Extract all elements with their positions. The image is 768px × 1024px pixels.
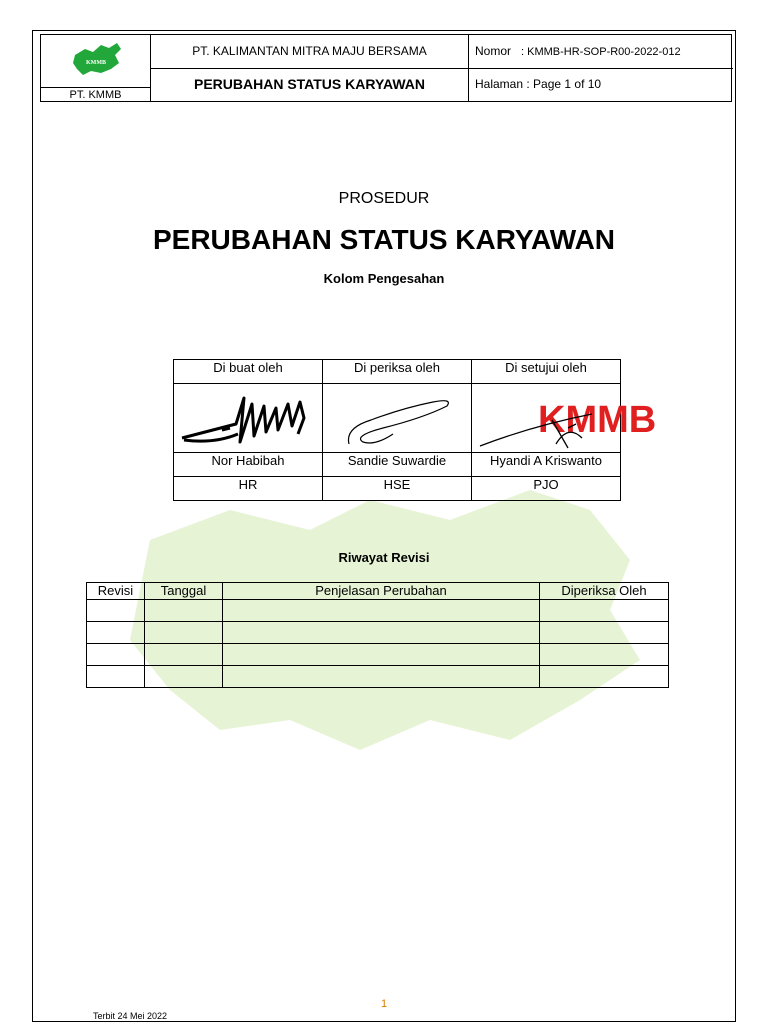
signature-hse: [323, 384, 471, 452]
signature-hr: [174, 384, 322, 452]
revision-cell: [540, 666, 669, 688]
revision-cell: [540, 644, 669, 666]
nomor-value: : KMMB-HR-SOP-R00-2022-012: [521, 46, 681, 58]
revision-cell: [87, 600, 145, 622]
approver-role: HSE: [323, 477, 472, 501]
logo-cell: [41, 35, 151, 87]
revision-column-header: Penjelasan Perubahan: [223, 583, 540, 600]
logo-text: KMMB: [86, 60, 106, 66]
company-name: PT. KALIMANTAN MITRA MAJU BERSAMA: [151, 35, 469, 69]
approver-role: PJO: [472, 477, 621, 501]
approver-name: Hyandi A Kriswanto: [472, 453, 621, 477]
document-number: [469, 35, 733, 69]
approval-header-cell: Di setujui oleh: [472, 360, 621, 384]
table-row: [87, 666, 669, 688]
signature-cell: [472, 384, 657, 453]
document-header: [40, 34, 732, 102]
revision-cell: [223, 666, 540, 688]
approver-name: Nor Habibah: [174, 453, 323, 477]
revision-cell: [87, 666, 145, 688]
nomor-label: Nomor: [475, 44, 512, 58]
revision-cell: [145, 666, 223, 688]
revision-cell: [223, 600, 540, 622]
approver-role: HR: [174, 477, 323, 501]
signature-cell: [174, 384, 323, 453]
prosedur-label: PROSEDUR: [338, 190, 430, 207]
revision-table: [86, 582, 669, 688]
revision-cell: [540, 600, 669, 622]
revision-cell: [223, 644, 540, 666]
header-doc-title: PERUBAHAN STATUS KARYAWAN: [151, 69, 469, 102]
page-title: PERUBAHAN STATUS KARYAWAN: [152, 224, 616, 255]
table-row: [87, 644, 669, 666]
stamp-text: KMMB: [538, 399, 657, 441]
revision-cell: [87, 644, 145, 666]
revision-cell: [87, 622, 145, 644]
revision-cell: [145, 644, 223, 666]
approval-header-cell: Di periksa oleh: [323, 360, 472, 384]
revision-column-header: Revisi: [87, 583, 145, 600]
logo-label: PT. KMMB: [41, 87, 151, 102]
page-number: 1: [380, 998, 388, 1010]
approval-heading: Kolom Pengesahan: [323, 271, 445, 286]
revision-cell: [145, 600, 223, 622]
signature-cell: [323, 384, 472, 453]
revision-heading: Riwayat Revisi: [338, 550, 430, 565]
revision-column-header: Diperiksa Oleh: [540, 583, 669, 600]
approver-name: Sandie Suwardie: [323, 453, 472, 477]
page-info: Halaman : Page 1 of 10: [475, 77, 602, 91]
approval-table: [173, 359, 657, 501]
revision-column-header: Tanggal: [145, 583, 223, 600]
issue-date: Terbit 24 Mei 2022: [93, 1011, 168, 1021]
table-row: [87, 622, 669, 644]
signature-pjo: [472, 384, 657, 452]
revision-cell: [145, 622, 223, 644]
revision-cell: [223, 622, 540, 644]
kmmb-logo: [41, 35, 151, 87]
revision-cell: [540, 622, 669, 644]
approval-header-cell: Di buat oleh: [174, 360, 323, 384]
table-row: [87, 600, 669, 622]
